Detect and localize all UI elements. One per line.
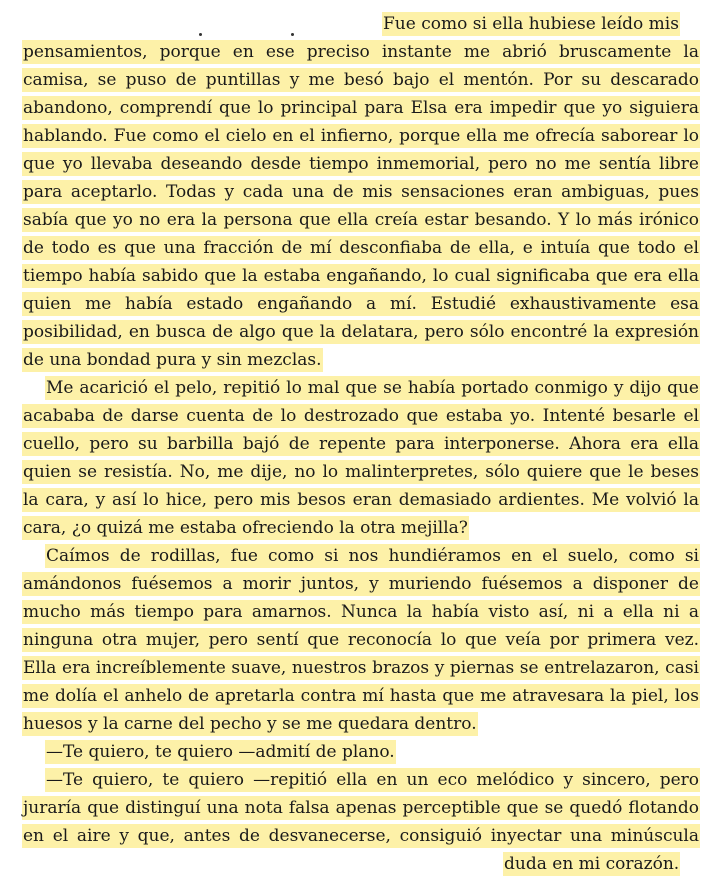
highlighted-text: juraría que distinguí una nota falsa apenas perceptible que se quedó flotando xyxy=(23,798,699,818)
highlighted-text: me dolía el anhelo de apretarla contra mí hasta que me atravesara la piel, los xyxy=(23,686,699,706)
text-line xyxy=(22,151,700,177)
text-line xyxy=(45,375,700,401)
highlighted-text: tiempo había sabido que la estaba engañando, lo cual significaba que era ella xyxy=(23,266,699,286)
text-line xyxy=(22,459,700,485)
highlighted-text: —Te quiero, te quiero —repitió ella en un eco melódico y sincero, pero xyxy=(46,770,699,790)
highlighted-text: camisa, se puso de puntillas y me besó bajo el mentón. Por su descarado xyxy=(23,70,699,90)
text-line xyxy=(22,319,700,345)
text-line xyxy=(22,627,700,653)
text-line xyxy=(22,711,478,737)
highlighted-text: quien me había estado engañando a mí. Estudié exhaustivamente esa xyxy=(23,294,699,314)
highlighted-text: Ella era increíblemente suave, nuestros brazos y piernas se entrelazaron, casi xyxy=(23,658,699,678)
text-line xyxy=(22,235,700,261)
highlighted-text: de una bondad pura y sin mezclas. xyxy=(23,350,322,370)
text-line xyxy=(22,263,700,289)
text-line xyxy=(22,431,700,457)
highlighted-text: mucho más tiempo para amarnos. Nunca la había visto así, ni a ella ni a xyxy=(23,602,699,622)
highlighted-text: para aceptarlo. Todas y cada una de mis sensaciones eran ambiguas, pues xyxy=(23,182,699,202)
highlighted-text: huesos y la carne del pecho y se me quedara dentro. xyxy=(23,714,477,734)
highlighted-text: la cara, y así lo hice, pero mis besos eran demasiado ardientes. Me volvió la xyxy=(23,490,699,510)
highlighted-text: en el aire y que, antes de desvanecerse, consiguió inyectar una minúscula xyxy=(23,826,699,846)
text-line xyxy=(22,67,700,93)
highlighted-text: Fue como si ella hubiese leído mis xyxy=(383,14,679,34)
text-line xyxy=(22,487,700,513)
highlighted-text: de todo es que una fracción de mí desconfiaba de ella, e intuía que todo el xyxy=(23,238,699,258)
text-line xyxy=(22,95,700,121)
text-line xyxy=(22,179,700,205)
text-line xyxy=(22,403,700,429)
highlighted-text: Me acarició el pelo, repitió lo mal que se había portado conmigo y dijo que xyxy=(46,378,699,398)
highlighted-text: Caímos de rodillas, fue como si nos hundiéramos en el suelo, como si xyxy=(46,546,699,566)
text-line xyxy=(22,683,700,709)
text-line xyxy=(22,823,700,849)
highlighted-text: acababa de darse cuenta de lo destrozado que estaba yo. Intenté besarle el xyxy=(23,406,699,426)
highlighted-text: que yo llevaba deseando desde tiempo inmemorial, pero no me sentía libre xyxy=(23,154,699,174)
text-line xyxy=(45,739,396,765)
text-line xyxy=(45,767,700,793)
highlighted-text: pensamientos, porque en ese preciso instante me abrió bruscamente la xyxy=(23,42,699,62)
highlighted-text: sabía que yo no era la persona que ella creía estar besando. Y lo más irónico xyxy=(23,210,699,230)
text-line xyxy=(22,123,700,149)
text-line xyxy=(503,851,680,877)
text-line xyxy=(22,207,700,233)
text-line xyxy=(45,543,700,569)
highlighted-text: abandono, comprendí que lo principal para Elsa era impedir que yo siguiera xyxy=(23,98,699,118)
text-line xyxy=(382,11,680,37)
highlighted-text: amándonos fuésemos a morir juntos, y muriendo fuésemos a disponer de xyxy=(23,574,699,594)
stray-mark xyxy=(199,33,202,36)
text-line xyxy=(22,515,469,541)
highlighted-text: posibilidad, en busca de algo que la delatara, pero sólo encontré la expresión xyxy=(23,322,699,342)
highlighted-text: hablando. Fue como el cielo en el infierno, porque ella me ofrecía saborear lo xyxy=(23,126,699,146)
text-line xyxy=(22,655,700,681)
highlighted-text: ninguna otra mujer, pero sentí que reconocía lo que veía por primera vez. xyxy=(23,630,699,650)
text-line xyxy=(22,291,700,317)
text-line xyxy=(22,39,700,65)
highlighted-text: quien se resistía. No, me dije, no lo malinterpretes, sólo quiere que le beses xyxy=(23,462,699,482)
text-line xyxy=(22,571,700,597)
highlighted-text: —Te quiero, te quiero —admití de plano. xyxy=(46,742,395,762)
highlighted-text: cara, ¿o quizá me estaba ofreciendo la otra mejilla? xyxy=(23,518,468,538)
text-line xyxy=(22,347,323,373)
stray-mark xyxy=(291,33,294,36)
highlighted-text: duda en mi corazón. xyxy=(504,854,680,874)
text-line xyxy=(22,795,700,821)
text-line xyxy=(22,599,700,625)
highlighted-text: cuello, pero su barbilla bajó de repente para interponerse. Ahora era ella xyxy=(23,434,699,454)
